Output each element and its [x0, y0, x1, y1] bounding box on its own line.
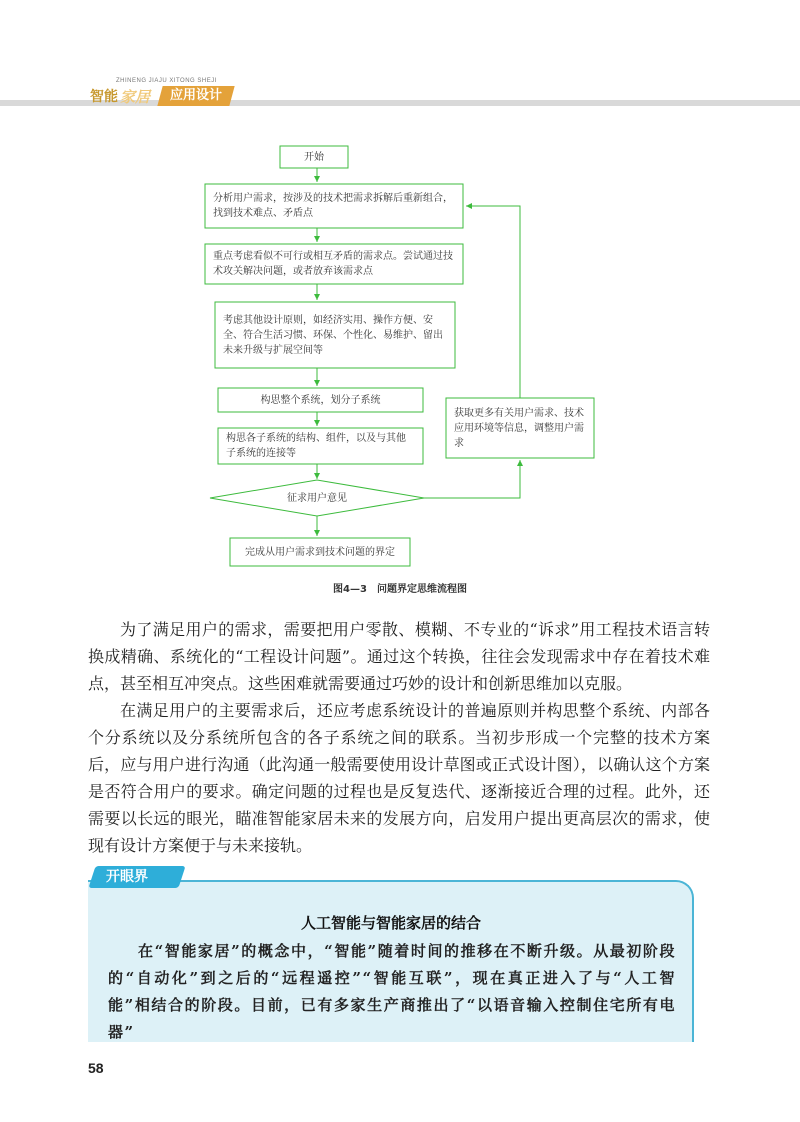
node-finish: 完成从用户需求到技术问题的界定 [245, 546, 395, 558]
node-gather: 获取更多有关用户需求、技术应用环境等信息，调整用户需求 [454, 407, 584, 449]
header-title-part2: 家居 [120, 87, 151, 106]
paragraph-2: 在满足用户的主要需求后，还应考虑系统设计的普遍原则并构思整个系统、内部各个分系统以及分系统所包含的各子系统之间的联系。当初步形成一个完整的技术方案后，应与用户进行沟通（此沟通一般需要使用设计草图或正式设计图），以确认这个方案是否符合用户的要求。确定问题的过程也是反复迭代、逐渐接近合理的过程。此外，还需要以长远的眼光，瞄准智能家居未来的发展方向，启发用户提出更高层次的需求，使现有设计方案便于与未来接轨。 [88, 701, 710, 855]
header-title-box [157, 86, 234, 106]
callout-body [108, 938, 676, 1046]
header-title-part1: 智能 [90, 89, 118, 105]
callout-text: 在“智能家居”的概念中，“智能”随着时间的推移在不断升级。从最初阶段的“自动化”到之后的“远程遥控”“智能互联”，现在真正进入了与“人工智能”相结合的阶段。目前，已有多家生产商推出了“以语音输入控制住宅所有电器” [108, 942, 676, 1041]
node-focus: 重点考虑看似不可行或相互矛盾的需求点。尝试通过技术攻关解决问题，或者放弃该需求点 [213, 251, 453, 277]
header-title-box-label: 应用设计 [169, 88, 222, 103]
callout-title: 人工智能与智能家居的结合 [300, 914, 481, 932]
paragraph-1: 为了满足用户的需求，需要把用户零散、模糊、不专业的“诉求”用工程技术语言转换成精确、系统化的“工程设计问题”。通过这个转换，往往会发现需求中存在着技术难点，甚至相互冲突点。这些困难就需要通过巧妙的设计和创新思维加以克服。 [88, 620, 710, 693]
node-framework: 构思整个系统，划分子系统 [260, 394, 381, 406]
page-number: 58 [88, 1060, 104, 1076]
node-start: 开始 [304, 151, 324, 163]
callout-tab [88, 866, 185, 888]
header-subtitle: ZHINENG JIAJU XITONG SHEJI [116, 78, 217, 84]
node-feedback: 征求用户意见 [287, 492, 347, 504]
body-text [88, 616, 710, 859]
header-title [86, 86, 160, 106]
node-subsystems: 构思各子系统的结构、组件，以及与其他子系统的连接等 [226, 433, 406, 459]
callout-tab-label: 开眼界 [106, 869, 148, 885]
node-analyze: 分析用户需求，按涉及的技术把需求拆解后重新组合，找到技术难点、矛盾点 [213, 193, 453, 219]
figure-caption: 图4—3 问题界定思维流程图 [333, 584, 467, 595]
node-principles: 考虑其他设计原则，如经济实用、操作方便、安全、符合生活习惯、环保、个性化、易维护、留出未来升级与扩展空间等 [223, 314, 443, 356]
